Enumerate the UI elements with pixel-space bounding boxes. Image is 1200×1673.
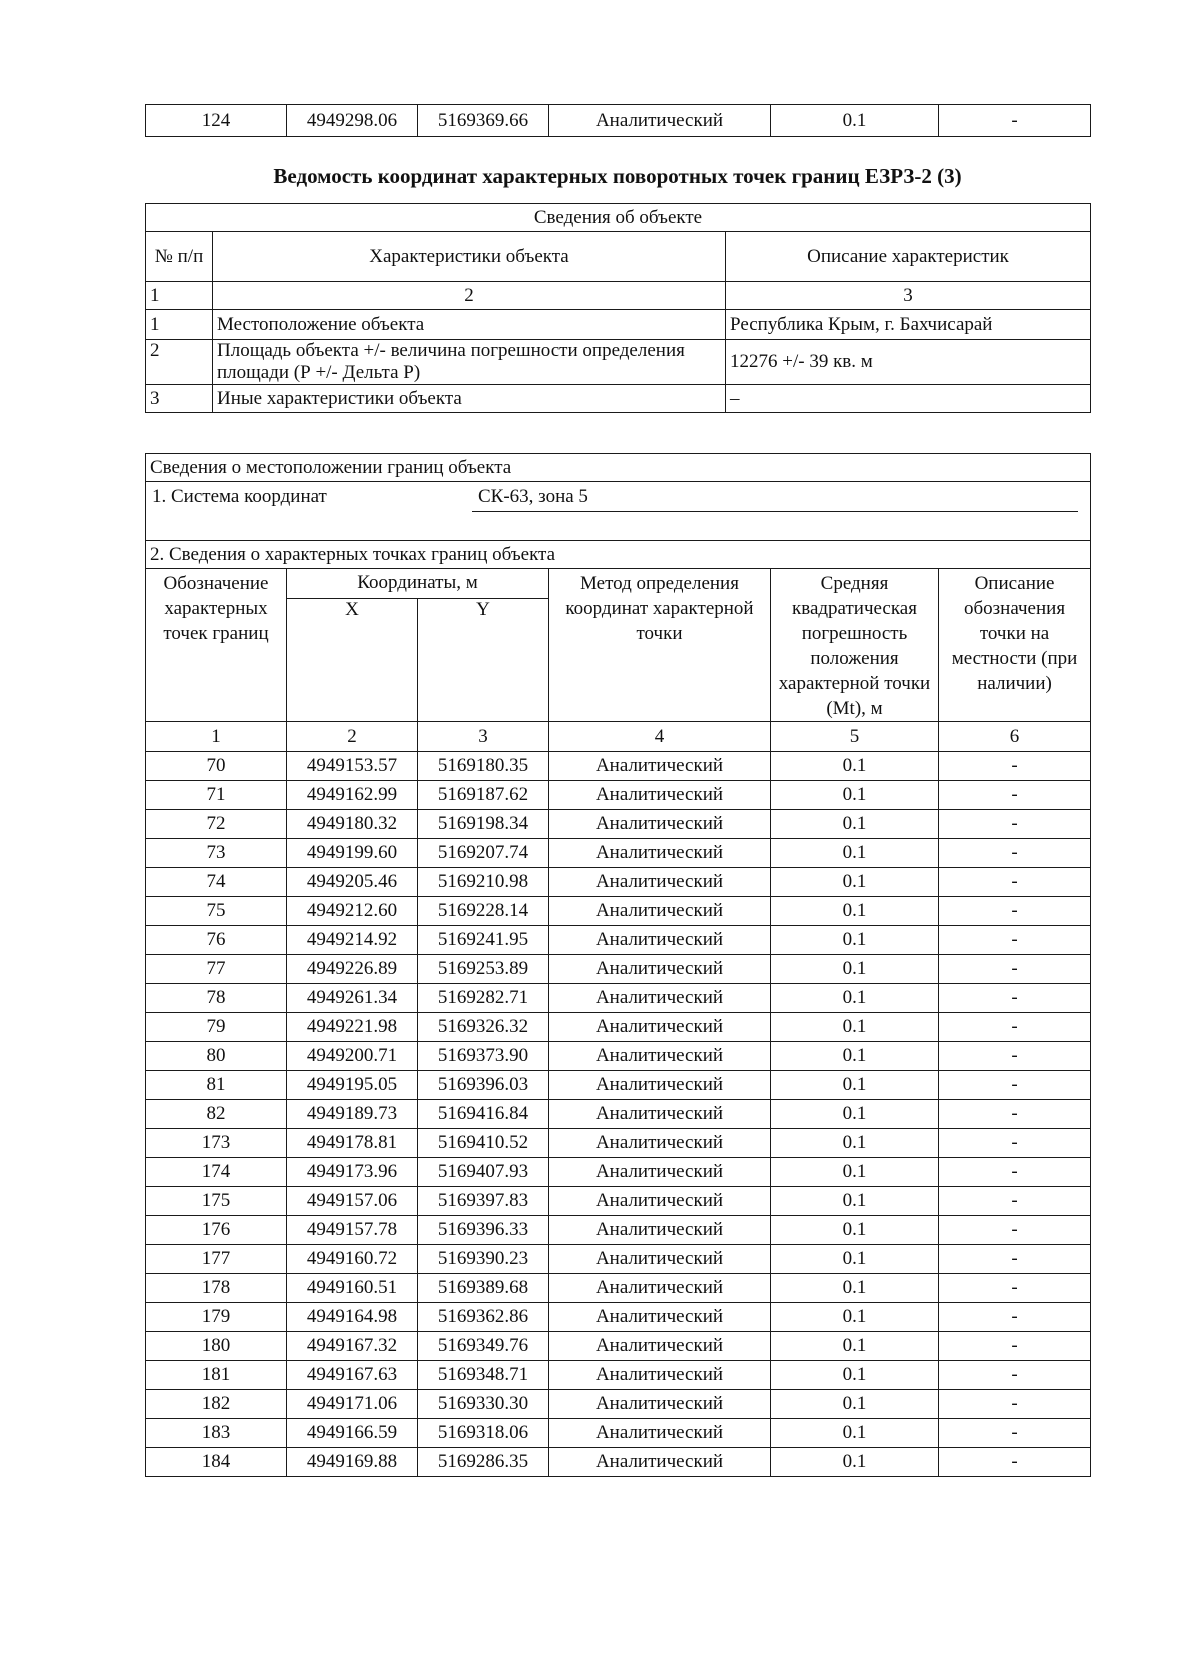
desc-cell: - xyxy=(939,984,1091,1013)
y-cell: 5169253.89 xyxy=(418,955,549,984)
method-cell: Аналитический xyxy=(549,1042,771,1071)
point-cell: 124 xyxy=(146,105,287,137)
row-name: Площадь объекта +/- величина погрешности определения площади (Р +/- Дельта Р) xyxy=(213,340,726,385)
error-cell: 0.1 xyxy=(771,868,939,897)
method-cell: Аналитический xyxy=(549,810,771,839)
desc-cell: - xyxy=(939,1071,1091,1100)
index-cell: 3 xyxy=(726,282,1091,310)
table-row xyxy=(146,984,1091,1013)
x-cell: 4949167.32 xyxy=(287,1332,418,1361)
point-cell: 173 xyxy=(146,1129,287,1158)
y-cell: 5169349.76 xyxy=(418,1332,549,1361)
row-value: Республика Крым, г. Бахчисарай xyxy=(726,310,1091,340)
points-title: 2. Сведения о характерных точках границ объекта xyxy=(146,541,1091,569)
y-cell: 5169228.14 xyxy=(418,897,549,926)
method-cell: Аналитический xyxy=(549,955,771,984)
x-cell: 4949167.63 xyxy=(287,1361,418,1390)
location-table xyxy=(145,453,1091,1477)
row-num: 2 xyxy=(146,340,213,385)
desc-cell: - xyxy=(939,1274,1091,1303)
table-row xyxy=(146,1216,1091,1245)
x-cell: 4949221.98 xyxy=(287,1013,418,1042)
point-cell: 75 xyxy=(146,897,287,926)
y-cell: 5169369.66 xyxy=(418,105,549,137)
point-cell: 76 xyxy=(146,926,287,955)
method-cell: Аналитический xyxy=(549,1303,771,1332)
method-cell: Аналитический xyxy=(549,1245,771,1274)
desc-cell: - xyxy=(939,1361,1091,1390)
header-characteristics: Характеристики объекта xyxy=(213,232,726,282)
continuation-table xyxy=(145,104,1091,137)
table-row xyxy=(146,1361,1091,1390)
desc-cell: - xyxy=(939,839,1091,868)
point-cell: 174 xyxy=(146,1158,287,1187)
coord-system-label: 1. Система координат xyxy=(152,486,327,507)
x-cell: 4949226.89 xyxy=(287,955,418,984)
coord-system-value: СК-63, зона 5 xyxy=(472,482,1078,512)
desc-cell: - xyxy=(939,1100,1091,1129)
method-cell: Аналитический xyxy=(549,1332,771,1361)
error-cell: 0.1 xyxy=(771,1303,939,1332)
row-value: 12276 +/- 39 кв. м xyxy=(726,340,1091,385)
error-cell: 0.1 xyxy=(771,1129,939,1158)
point-cell: 80 xyxy=(146,1042,287,1071)
y-cell: 5169348.71 xyxy=(418,1361,549,1390)
y-cell: 5169396.03 xyxy=(418,1071,549,1100)
x-cell: 4949157.78 xyxy=(287,1216,418,1245)
index-cell: 5 xyxy=(771,722,939,752)
x-cell: 4949214.92 xyxy=(287,926,418,955)
table-row xyxy=(146,868,1091,897)
desc-cell: - xyxy=(939,1129,1091,1158)
row-num: 3 xyxy=(146,385,213,413)
x-cell: 4949178.81 xyxy=(287,1129,418,1158)
table-row xyxy=(146,105,1091,137)
x-cell: 4949153.57 xyxy=(287,752,418,781)
x-cell: 4949166.59 xyxy=(287,1419,418,1448)
row-value: – xyxy=(726,385,1091,413)
x-cell: 4949160.72 xyxy=(287,1245,418,1274)
table-row xyxy=(146,1245,1091,1274)
point-cell: 77 xyxy=(146,955,287,984)
point-cell: 74 xyxy=(146,868,287,897)
point-cell: 178 xyxy=(146,1274,287,1303)
table-row xyxy=(146,897,1091,926)
y-cell: 5169180.35 xyxy=(418,752,549,781)
y-cell: 5169396.33 xyxy=(418,1216,549,1245)
method-cell: Аналитический xyxy=(549,1187,771,1216)
x-cell: 4949160.51 xyxy=(287,1274,418,1303)
point-cell: 71 xyxy=(146,781,287,810)
point-cell: 180 xyxy=(146,1332,287,1361)
header-description: Описание характеристик xyxy=(726,232,1091,282)
table-row xyxy=(146,1013,1091,1042)
method-cell: Аналитический xyxy=(549,1216,771,1245)
blank-row xyxy=(146,512,1091,541)
desc-cell: - xyxy=(939,752,1091,781)
error-cell: 0.1 xyxy=(771,955,939,984)
table-row xyxy=(146,1274,1091,1303)
desc-cell: - xyxy=(939,1042,1091,1071)
point-cell: 79 xyxy=(146,1013,287,1042)
point-cell: 82 xyxy=(146,1100,287,1129)
table-row xyxy=(146,385,1091,413)
error-cell: 0.1 xyxy=(771,1448,939,1477)
y-cell: 5169390.23 xyxy=(418,1245,549,1274)
x-cell: 4949195.05 xyxy=(287,1071,418,1100)
error-cell: 0.1 xyxy=(771,1419,939,1448)
point-cell: 184 xyxy=(146,1448,287,1477)
error-cell: 0.1 xyxy=(771,1361,939,1390)
method-cell: Аналитический xyxy=(549,868,771,897)
y-cell: 5169362.86 xyxy=(418,1303,549,1332)
y-cell: 5169397.83 xyxy=(418,1187,549,1216)
error-cell: 0.1 xyxy=(771,105,939,137)
x-cell: 4949157.06 xyxy=(287,1187,418,1216)
table-row xyxy=(146,1390,1091,1419)
desc-cell: - xyxy=(939,1448,1091,1477)
point-cell: 179 xyxy=(146,1303,287,1332)
method-cell: Аналитический xyxy=(549,1390,771,1419)
error-cell: 0.1 xyxy=(771,1158,939,1187)
object-info-table xyxy=(145,203,1091,413)
method-cell: Аналитический xyxy=(549,1361,771,1390)
point-cell: 181 xyxy=(146,1361,287,1390)
section-title: Сведения о местоположении границ объекта xyxy=(146,454,1091,482)
y-cell: 5169318.06 xyxy=(418,1419,549,1448)
desc-cell: - xyxy=(939,1419,1091,1448)
x-cell: 4949200.71 xyxy=(287,1042,418,1071)
table-row xyxy=(146,1158,1091,1187)
table-row xyxy=(146,781,1091,810)
row-num: 1 xyxy=(146,310,213,340)
point-cell: 72 xyxy=(146,810,287,839)
desc-cell: - xyxy=(939,897,1091,926)
header-num: № п/п xyxy=(146,232,213,282)
y-cell: 5169187.62 xyxy=(418,781,549,810)
error-cell: 0.1 xyxy=(771,1187,939,1216)
desc-cell: - xyxy=(939,1390,1091,1419)
error-cell: 0.1 xyxy=(771,1332,939,1361)
table-row xyxy=(146,1129,1091,1158)
y-cell: 5169416.84 xyxy=(418,1100,549,1129)
x-cell: 4949173.96 xyxy=(287,1158,418,1187)
method-cell: Аналитический xyxy=(549,752,771,781)
table-row xyxy=(146,1187,1091,1216)
desc-cell: - xyxy=(939,105,1091,137)
method-cell: Аналитический xyxy=(549,105,771,137)
error-cell: 0.1 xyxy=(771,1390,939,1419)
table-row xyxy=(146,839,1091,868)
row-name: Местоположение объекта xyxy=(213,310,726,340)
method-cell: Аналитический xyxy=(549,1100,771,1129)
table-row xyxy=(146,340,1091,385)
x-cell: 4949180.32 xyxy=(287,810,418,839)
method-cell: Аналитический xyxy=(549,1158,771,1187)
header-x: X xyxy=(287,598,418,721)
point-cell: 73 xyxy=(146,839,287,868)
method-cell: Аналитический xyxy=(549,1274,771,1303)
error-cell: 0.1 xyxy=(771,1274,939,1303)
header-desc: Описание обозначения точки на местности (при наличии) xyxy=(939,569,1091,722)
y-cell: 5169207.74 xyxy=(418,839,549,868)
index-cell: 4 xyxy=(549,722,771,752)
desc-cell: - xyxy=(939,810,1091,839)
method-cell: Аналитический xyxy=(549,1129,771,1158)
x-cell: 4949164.98 xyxy=(287,1303,418,1332)
method-cell: Аналитический xyxy=(549,1013,771,1042)
y-cell: 5169210.98 xyxy=(418,868,549,897)
method-cell: Аналитический xyxy=(549,897,771,926)
desc-cell: - xyxy=(939,1245,1091,1274)
y-cell: 5169286.35 xyxy=(418,1448,549,1477)
x-cell: 4949162.99 xyxy=(287,781,418,810)
coord-system xyxy=(146,482,1091,513)
x-cell: 4949212.60 xyxy=(287,897,418,926)
error-cell: 0.1 xyxy=(771,1245,939,1274)
method-cell: Аналитический xyxy=(549,984,771,1013)
error-cell: 0.1 xyxy=(771,1042,939,1071)
desc-cell: - xyxy=(939,1216,1091,1245)
desc-cell: - xyxy=(939,955,1091,984)
table-row xyxy=(146,810,1091,839)
y-cell: 5169198.34 xyxy=(418,810,549,839)
point-cell: 70 xyxy=(146,752,287,781)
table-row xyxy=(146,1303,1091,1332)
error-cell: 0.1 xyxy=(771,1216,939,1245)
index-cell: 2 xyxy=(287,722,418,752)
method-cell: Аналитический xyxy=(549,1071,771,1100)
y-cell: 5169241.95 xyxy=(418,926,549,955)
table-row xyxy=(146,1419,1091,1448)
y-cell: 5169410.52 xyxy=(418,1129,549,1158)
x-cell: 4949205.46 xyxy=(287,868,418,897)
header-method: Метод определения координат характерной точки xyxy=(549,569,771,722)
header-coords: Координаты, м xyxy=(287,569,549,599)
points-body xyxy=(146,752,1091,1477)
header-error: Средняя квадратическая погрешность положения характерной точки (Mt), м xyxy=(771,569,939,722)
row-name: Иные характеристики объекта xyxy=(213,385,726,413)
point-cell: 182 xyxy=(146,1390,287,1419)
error-cell: 0.1 xyxy=(771,781,939,810)
header-designation: Обозначение характерных точек границ xyxy=(146,569,287,722)
x-cell: 4949169.88 xyxy=(287,1448,418,1477)
y-cell: 5169326.32 xyxy=(418,1013,549,1042)
method-cell: Аналитический xyxy=(549,781,771,810)
x-cell: 4949189.73 xyxy=(287,1100,418,1129)
x-cell: 4949171.06 xyxy=(287,1390,418,1419)
point-cell: 175 xyxy=(146,1187,287,1216)
table-row xyxy=(146,1071,1091,1100)
desc-cell: - xyxy=(939,868,1091,897)
desc-cell: - xyxy=(939,781,1091,810)
desc-cell: - xyxy=(939,926,1091,955)
y-cell: 5169389.68 xyxy=(418,1274,549,1303)
point-cell: 78 xyxy=(146,984,287,1013)
document-title: Ведомость координат характерных поворотных точек границ ЕЗРЗ-2 (3) xyxy=(273,164,962,188)
table-row xyxy=(146,752,1091,781)
point-cell: 81 xyxy=(146,1071,287,1100)
error-cell: 0.1 xyxy=(771,926,939,955)
error-cell: 0.1 xyxy=(771,810,939,839)
table-row xyxy=(146,1448,1091,1477)
error-cell: 0.1 xyxy=(771,897,939,926)
error-cell: 0.1 xyxy=(771,1100,939,1129)
desc-cell: - xyxy=(939,1332,1091,1361)
y-cell: 5169373.90 xyxy=(418,1042,549,1071)
header-y: Y xyxy=(418,598,549,721)
error-cell: 0.1 xyxy=(771,984,939,1013)
index-cell: 1 xyxy=(146,722,287,752)
table-row xyxy=(146,955,1091,984)
error-cell: 0.1 xyxy=(771,752,939,781)
desc-cell: - xyxy=(939,1013,1091,1042)
error-cell: 0.1 xyxy=(771,1071,939,1100)
table-row xyxy=(146,310,1091,340)
point-cell: 183 xyxy=(146,1419,287,1448)
index-cell: 1 xyxy=(146,282,213,310)
table-row xyxy=(146,1100,1091,1129)
table-row xyxy=(146,926,1091,955)
point-cell: 176 xyxy=(146,1216,287,1245)
desc-cell: - xyxy=(939,1158,1091,1187)
x-cell: 4949199.60 xyxy=(287,839,418,868)
y-cell: 5169407.93 xyxy=(418,1158,549,1187)
y-cell: 5169282.71 xyxy=(418,984,549,1013)
table-row xyxy=(146,1042,1091,1071)
method-cell: Аналитический xyxy=(549,1419,771,1448)
desc-cell: - xyxy=(939,1187,1091,1216)
section-title: Сведения об объекте xyxy=(146,204,1091,232)
point-cell: 177 xyxy=(146,1245,287,1274)
method-cell: Аналитический xyxy=(549,1448,771,1477)
error-cell: 0.1 xyxy=(771,1013,939,1042)
error-cell: 0.1 xyxy=(771,839,939,868)
x-cell: 4949261.34 xyxy=(287,984,418,1013)
x-cell: 4949298.06 xyxy=(287,105,418,137)
index-cell: 3 xyxy=(418,722,549,752)
method-cell: Аналитический xyxy=(549,839,771,868)
y-cell: 5169330.30 xyxy=(418,1390,549,1419)
method-cell: Аналитический xyxy=(549,926,771,955)
table-row xyxy=(146,1332,1091,1361)
index-cell: 6 xyxy=(939,722,1091,752)
desc-cell: - xyxy=(939,1303,1091,1332)
index-cell: 2 xyxy=(213,282,726,310)
